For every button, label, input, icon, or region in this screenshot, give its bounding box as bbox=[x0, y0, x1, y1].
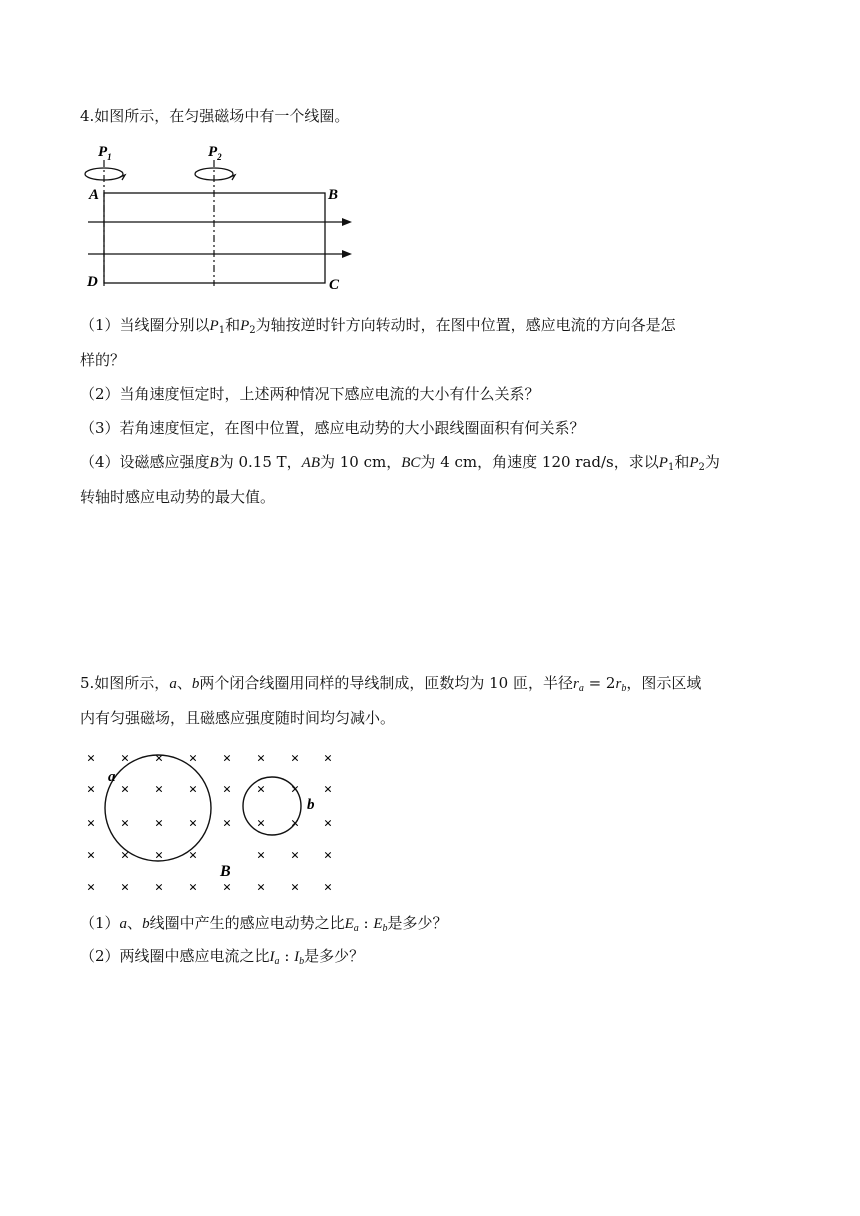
field-cross: × bbox=[222, 751, 232, 767]
label-d: D bbox=[87, 274, 98, 290]
field-cross: × bbox=[256, 782, 266, 798]
field-cross: × bbox=[154, 816, 164, 832]
label-coil-a: a bbox=[108, 769, 116, 785]
q4-part4: （4）设磁感应强度B为 0.15 T，AB为 10 cm，BC为 4 cm，角速度 120 rad/s，求以$P_1$和$P_2$为 bbox=[80, 453, 720, 473]
field-cross: × bbox=[120, 751, 130, 767]
two-coils-figure bbox=[80, 743, 355, 898]
field-cross: × bbox=[290, 751, 300, 767]
field-cross: × bbox=[120, 782, 130, 798]
field-cross: × bbox=[323, 782, 333, 798]
field-cross: × bbox=[154, 880, 164, 896]
field-cross: × bbox=[323, 880, 333, 896]
q4-part2: （2）当角速度恒定时，上述两种情况下感应电流的大小有什么关系？ bbox=[80, 385, 540, 403]
field-cross: × bbox=[222, 816, 232, 832]
field-cross: × bbox=[323, 751, 333, 767]
field-cross: × bbox=[120, 848, 130, 864]
field-cross: × bbox=[188, 880, 198, 896]
field-cross: × bbox=[86, 816, 96, 832]
field-cross: × bbox=[323, 816, 333, 832]
q4-part1: （1）当线圈分别以$P_1$和$P_2$为轴按逆时针方向转动时，在图中位置，感应电流的方向各是怎 bbox=[80, 316, 676, 336]
q5-stem: 5.如图所示，a、b两个闭合线圈用同样的导线制成，匝数均为 10 匝，半径$r_a = 2r_b$，图示区域 bbox=[80, 674, 702, 694]
field-cross: × bbox=[290, 816, 300, 832]
field-cross: × bbox=[222, 782, 232, 798]
field-cross: × bbox=[188, 848, 198, 864]
field-cross: × bbox=[290, 782, 300, 798]
label-c: C bbox=[329, 277, 340, 293]
field-cross: × bbox=[256, 848, 266, 864]
field-cross: × bbox=[188, 816, 198, 832]
coil-a bbox=[105, 755, 211, 861]
q5-stem-cont: 内有匀强磁场，且磁感应强度随时间均匀减小。 bbox=[80, 709, 396, 727]
field-cross: × bbox=[290, 880, 300, 896]
field-cross: × bbox=[154, 751, 164, 767]
q4-stem: 4.如图所示，在匀强磁场中有一个线圈。 bbox=[80, 107, 350, 125]
field-cross: × bbox=[256, 816, 266, 832]
label-coil-b: b bbox=[307, 797, 315, 813]
label-b: B bbox=[328, 187, 339, 203]
field-cross: × bbox=[188, 782, 198, 798]
q4-part4-cont: 转轴时感应电动势的最大值。 bbox=[80, 488, 276, 506]
field-cross: × bbox=[256, 751, 266, 767]
field-cross: × bbox=[86, 880, 96, 896]
field-cross: × bbox=[154, 782, 164, 798]
field-arrowhead bbox=[342, 250, 352, 258]
field-cross: × bbox=[222, 880, 232, 896]
q5-part1: （1）a、b线圈中产生的感应电动势之比$E_a$ : $E_b$是多少？ bbox=[80, 914, 448, 934]
coil-in-field-figure bbox=[80, 138, 370, 298]
field-cross: × bbox=[256, 880, 266, 896]
field-cross: × bbox=[290, 848, 300, 864]
field-cross: × bbox=[188, 751, 198, 767]
q4-part1-cont: 样的？ bbox=[80, 351, 126, 369]
field-cross: × bbox=[120, 816, 130, 832]
field-arrowhead bbox=[342, 218, 352, 226]
field-cross: × bbox=[86, 782, 96, 798]
label-p1: $P_1$ bbox=[98, 144, 112, 162]
label-field-b: B bbox=[220, 863, 231, 880]
field-cross: × bbox=[86, 751, 96, 767]
q4-part3: （3）若角速度恒定，在图中位置，感应电动势的大小跟线圈面积有何关系？ bbox=[80, 419, 585, 437]
label-a: A bbox=[89, 187, 100, 203]
field-cross: × bbox=[86, 848, 96, 864]
field-cross: × bbox=[120, 880, 130, 896]
field-cross: × bbox=[323, 848, 333, 864]
label-p2: $P_2$ bbox=[208, 144, 222, 162]
field-cross: × bbox=[154, 848, 164, 864]
q5-part2: （2）两线圈中感应电流之比$I_a$ : $I_b$是多少？ bbox=[80, 947, 365, 967]
coil-b bbox=[243, 777, 301, 835]
